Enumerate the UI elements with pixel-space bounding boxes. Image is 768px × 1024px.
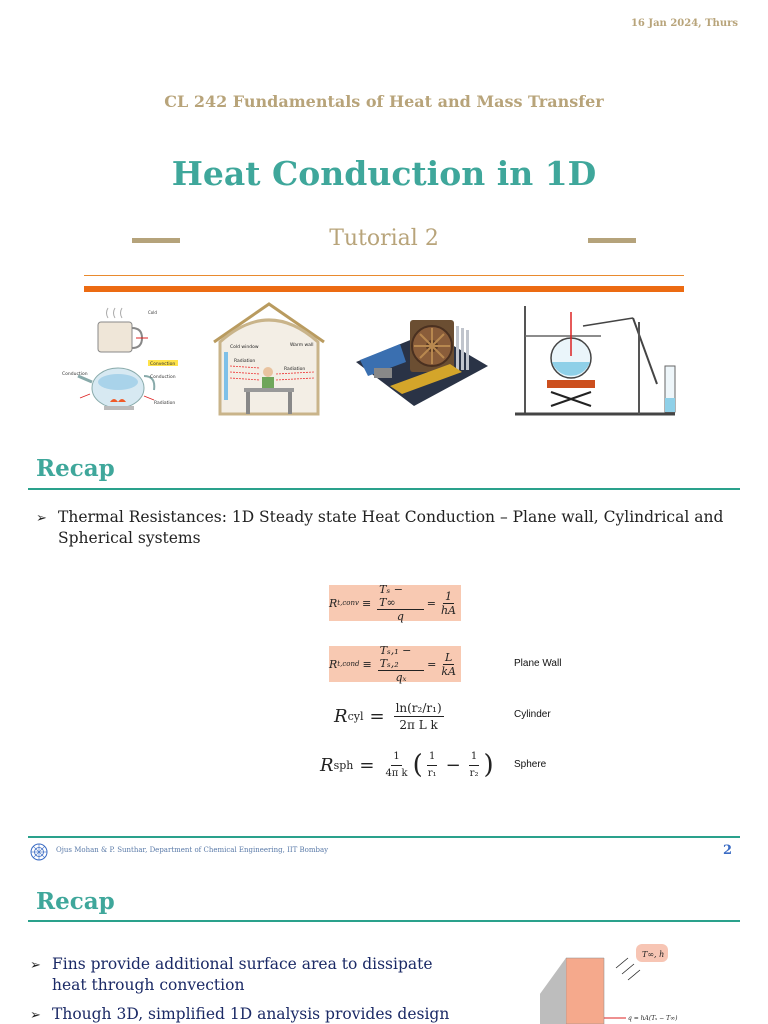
cold-window-label: Cold window [230,345,259,350]
eq-sph-num-b: 1 [469,749,479,766]
eq-cyl-sub: cyl [347,709,364,723]
fin-convection-diagram [536,938,716,1024]
plane-wall-label: Plane Wall [514,658,562,669]
conduction-label-right: Conduction [150,375,176,380]
slide-subtitle: Tutorial 2 [329,226,439,251]
radiation-left-label: Radiation [234,359,256,364]
conduction-label-left: Conduction [62,372,88,377]
warm-wall-label: Warm wall [290,343,314,348]
course-title: CL 242 Fundamentals of Heat and Mass Transfer [164,92,604,111]
eq-cond-sub: t,cond [337,660,360,668]
eq-sph-num: 1 [391,749,401,766]
fluid-label: T∞, h [642,950,665,959]
room-radiation-illustration [210,302,328,418]
eq-cyl-lhs: R [334,705,348,727]
eq-conv-lhs: R [329,596,338,610]
orange-thick-rule [84,286,684,292]
bullet-arrow-icon: ➢ [36,511,47,526]
convection-label: Convection [150,362,176,367]
page-number: 2 [722,843,732,858]
eq-cond-den2: kA [441,664,456,678]
fins-bullet [30,954,433,996]
equation-r-sph: R sph = $\frac{1}{\text{4π k}}$ ( $\frac{1}{\text{r₁}}$ − $\frac{1}{\text{r₂}}$ ) [320,750,494,780]
radiation-label: Radiation [154,401,176,406]
eq-cond-lhs: R [329,657,338,671]
recap-rule-1 [28,488,740,490]
bullet-arrow-icon: ➢ [30,1008,41,1023]
orange-thin-rule [84,275,684,276]
sphere-label: Sphere [514,759,547,770]
bullet-line-2: Spherical systems [58,529,201,547]
analysis-bullet-line-1: Though 3D, simplified 1D analysis provides design [52,1005,450,1023]
cylinder-label: Cylinder [514,709,551,720]
thermal-resistance-bullet [36,507,723,549]
cpu-heatsink-photo [350,302,492,418]
eq-sph-den: 4π k [385,767,408,779]
eq-cyl-num: ln(r₂/r₁) [395,700,442,715]
eq-cond-den1: qₓ [395,671,407,684]
heat-transfer-mug-kettle-illustration [60,302,188,418]
radiation-right-label: Radiation [284,367,306,372]
eq-conv-den2: hA [440,603,456,617]
eq-sph-den-a: r₁ [427,767,437,779]
eq-sph-sub: sph [333,758,354,772]
eq-conv-num2: 1 [444,589,452,603]
bullet-arrow-icon: ➢ [30,958,41,973]
recap-heading-1: Recap [36,455,115,482]
iit-bombay-logo-icon [30,843,48,861]
eq-conv-sub: t,conv [337,599,359,607]
slide-date: 16 Jan 2024, Thurs [630,18,738,29]
eq-cond-num2: L [445,650,453,664]
cold-label: Cold [148,310,157,315]
eq-conv-den1: q [396,610,404,623]
slide-title: Heat Conduction in 1D [171,154,597,193]
subtitle-dash-right [588,238,636,243]
equation-r-conv: R t,conv ≡ $\frac{\text{Tₛ − T∞}}{q}$ = $\frac{1}{hA}$ [329,585,461,621]
equation-r-cyl: R cyl = $\frac{\text{ln(r₂/r₁)}}{\text{2π L k}}$ [334,700,442,732]
eq-conv-num1: Tₛ − T∞ [377,583,424,610]
fins-bullet-line-1: Fins provide additional surface area to dissipate [52,955,433,973]
equation-r-cond: R t,cond ≡ $\frac{\text{Tₛ,₁ − Tₛ,₂}}{\text{qₓ}}$ = $\frac{L}{kA}$ [329,646,461,682]
lab-distillation-apparatus-illustration [505,302,685,418]
fins-bullet-line-2: heat through convection [52,976,245,994]
recap-rule-2 [28,920,740,922]
eq-sph-num-a: 1 [427,749,437,766]
eq-cond-num1: Tₛ,₁ − Tₛ,₂ [378,644,424,671]
footer-rule [28,836,740,838]
bullet-line-1: Thermal Resistances: 1D Steady state Heat Conduction – Plane wall, Cylindrical and [58,508,724,526]
eq-sph-lhs: R [320,754,334,776]
eq-cyl-den: 2π L k [399,717,438,732]
fin-equation: q = hA(Tₛ − T∞) [628,1015,678,1022]
simplified-analysis-bullet [30,1004,449,1024]
eq-sph-den-b: r₂ [469,767,479,779]
footer-credit: Ojus Mohan & P. Sunthar, Department of Chemical Engineering, IIT Bombay [56,846,329,854]
recap-heading-2: Recap [36,888,115,915]
